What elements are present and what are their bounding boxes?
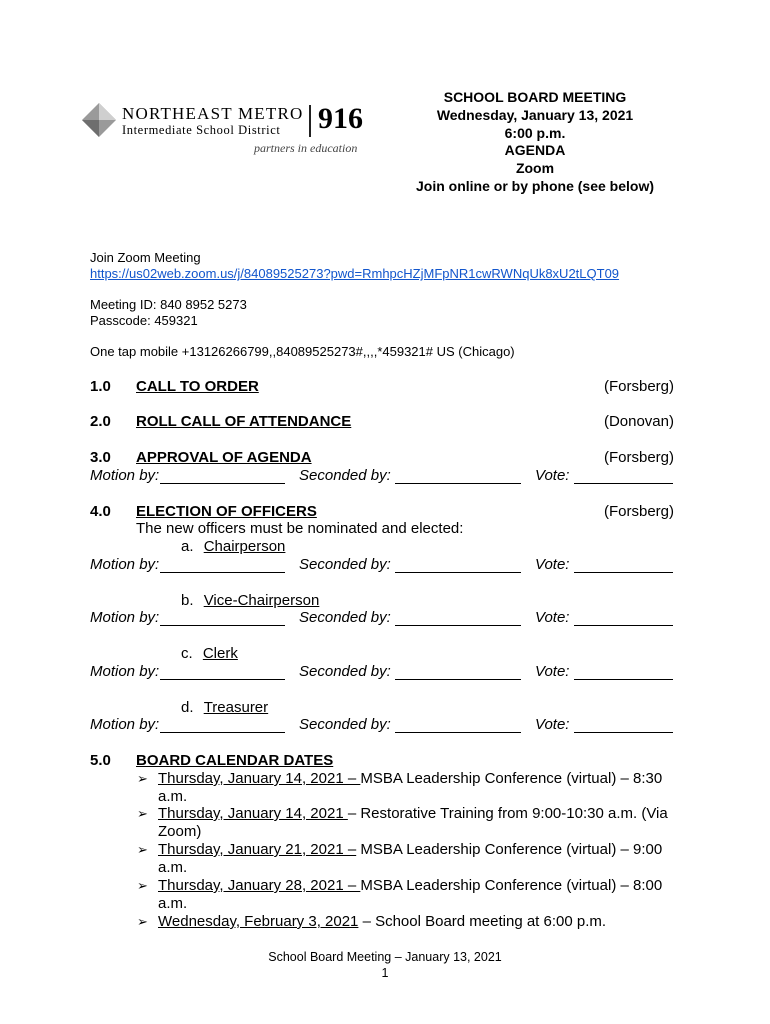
vote-label: Vote: — [535, 716, 570, 733]
seconded-label: Seconded by: — [299, 663, 391, 680]
seconded-label: Seconded by: — [299, 716, 391, 733]
arrow-bullet-icon: ➢ — [137, 914, 148, 929]
vote-blank[interactable] — [574, 732, 673, 733]
vote-label: Vote: — [535, 556, 570, 573]
officer-item: d. Treasurer — [181, 699, 269, 716]
motion-row — [90, 609, 675, 629]
item-title-board-calendar-dates: BOARD CALENDAR DATES — [136, 752, 334, 769]
meeting-date: Wednesday, January 13, 2021 — [436, 106, 634, 123]
calendar-date: Thursday, January 14, 2021 – — [158, 770, 361, 787]
officer-clerk: Clerk — [202, 645, 238, 662]
logo-divider — [309, 105, 311, 137]
seconded-label: Seconded by: — [299, 609, 391, 626]
item-title-roll-call: ROLL CALL OF ATTENDANCE — [136, 413, 352, 430]
vote-label: Vote: — [535, 663, 570, 680]
zoom-join-label: Join Zoom Meeting — [90, 250, 201, 265]
motion-row — [90, 716, 675, 736]
motion-row — [90, 467, 675, 487]
motion-blank[interactable] — [160, 483, 285, 484]
motion-label: Motion by: — [90, 663, 160, 680]
seconded-blank[interactable] — [395, 572, 521, 573]
vote-label: Vote: — [535, 467, 570, 484]
zoom-meeting-id: Meeting ID: 840 8952 5273 — [90, 297, 247, 312]
calendar-date-item — [158, 770, 678, 806]
officer-treasurer: Treasurer — [203, 699, 269, 716]
item-title-election-of-officers: ELECTION OF OFFICERS — [136, 503, 317, 520]
calendar-date: Thursday, January 28, 2021 – — [158, 877, 361, 894]
calendar-text: MSBA Leadership Conference (virtual) – 8:00 a.m. — [158, 877, 663, 912]
calendar-date: Wednesday, February 3, 2021 — [158, 913, 359, 930]
motion-blank[interactable] — [160, 679, 285, 680]
motion-blank[interactable] — [160, 625, 285, 626]
page-number: 1 — [381, 966, 389, 980]
officer-chairperson: Chairperson — [203, 538, 286, 555]
vote-blank[interactable] — [574, 572, 673, 573]
item-presenter: (Forsberg) — [603, 449, 674, 466]
calendar-text: MSBA Leadership Conference (virtual) – 9:00 a.m. — [158, 841, 663, 876]
item-number: 3.0 — [90, 449, 111, 466]
seconded-blank[interactable] — [395, 679, 521, 680]
calendar-date: Thursday, January 21, 2021 – — [158, 841, 357, 858]
calendar-date: Thursday, January 14, 2021 — [158, 805, 348, 822]
calendar-text: – School Board meeting at 6:00 p.m. — [358, 913, 607, 930]
calendar-date-item — [158, 805, 678, 841]
logo-line1: NORTHEAST METRO — [122, 104, 304, 123]
meeting-header — [400, 89, 670, 196]
motion-label: Motion by: — [90, 609, 160, 626]
item-number: 5.0 — [90, 752, 111, 769]
item-number: 4.0 — [90, 503, 111, 520]
vote-blank[interactable] — [574, 483, 673, 484]
district-logo — [82, 103, 382, 163]
seconded-label: Seconded by: — [299, 467, 391, 484]
zoom-link[interactable]: https://us02web.zoom.us/j/84089525273?pwd=RmhpcHZjMFpNR1cwRWNqUk8xU2tLQT09 — [90, 266, 620, 281]
logo-line2: Intermediate School District — [122, 123, 281, 137]
calendar-date-item — [158, 841, 678, 877]
item-number: 1.0 — [90, 378, 111, 395]
officer-vice-chairperson: Vice-Chairperson — [203, 592, 320, 609]
calendar-date-item — [158, 877, 678, 913]
item-title-approval-of-agenda: APPROVAL OF AGENDA — [136, 449, 312, 466]
arrow-bullet-icon: ➢ — [137, 806, 148, 821]
item-title-call-to-order: CALL TO ORDER — [136, 378, 259, 395]
agenda-label: AGENDA — [504, 142, 566, 159]
diamond-logo-icon — [82, 103, 116, 137]
motion-label: Motion by: — [90, 556, 160, 573]
footer-text: School Board Meeting – January 13, 2021 — [268, 950, 502, 964]
motion-label: Motion by: — [90, 716, 160, 733]
logo-number: 916 — [318, 102, 363, 135]
seconded-label: Seconded by: — [299, 556, 391, 573]
vote-label: Vote: — [535, 609, 570, 626]
calendar-date-item — [158, 913, 678, 931]
page-footer — [0, 949, 770, 981]
join-note: Join online or by phone (see below) — [415, 177, 655, 194]
vote-blank[interactable] — [574, 679, 673, 680]
item-presenter: (Forsberg) — [603, 378, 674, 395]
motion-blank[interactable] — [160, 732, 285, 733]
logo-tagline: partners in education — [254, 141, 358, 155]
meeting-platform: Zoom — [515, 160, 555, 177]
meeting-time: 6:00 p.m. — [504, 124, 566, 141]
zoom-passcode: Passcode: 459321 — [90, 313, 198, 328]
seconded-blank[interactable] — [395, 625, 521, 626]
zoom-one-tap: One tap mobile +13126266799,,84089525273#,,,,*459321# US (Chicago) — [90, 344, 515, 359]
motion-blank[interactable] — [160, 572, 285, 573]
seconded-blank[interactable] — [395, 732, 521, 733]
motion-row — [90, 556, 675, 576]
arrow-bullet-icon: ➢ — [137, 878, 148, 893]
officer-item: a. Chairperson — [181, 538, 286, 555]
arrow-bullet-icon: ➢ — [137, 842, 148, 857]
seconded-blank[interactable] — [395, 483, 521, 484]
election-description: The new officers must be nominated and elected: — [136, 520, 464, 537]
item-number: 2.0 — [90, 413, 111, 430]
item-presenter: (Donovan) — [603, 413, 674, 430]
motion-row — [90, 663, 675, 683]
officer-item: c. Clerk — [181, 645, 238, 662]
calendar-text: MSBA Leadership Conference (virtual) – 8:30 a.m. — [158, 770, 663, 805]
arrow-bullet-icon: ➢ — [137, 771, 148, 786]
motion-label: Motion by: — [90, 467, 160, 484]
meeting-title: SCHOOL BOARD MEETING — [443, 89, 627, 105]
item-presenter: (Forsberg) — [603, 503, 674, 520]
vote-blank[interactable] — [574, 625, 673, 626]
calendar-text: – Restorative Training from 9:00-10:30 a.m. (Via Zoom) — [158, 805, 668, 840]
officer-item: b. Vice-Chairperson — [181, 592, 320, 609]
